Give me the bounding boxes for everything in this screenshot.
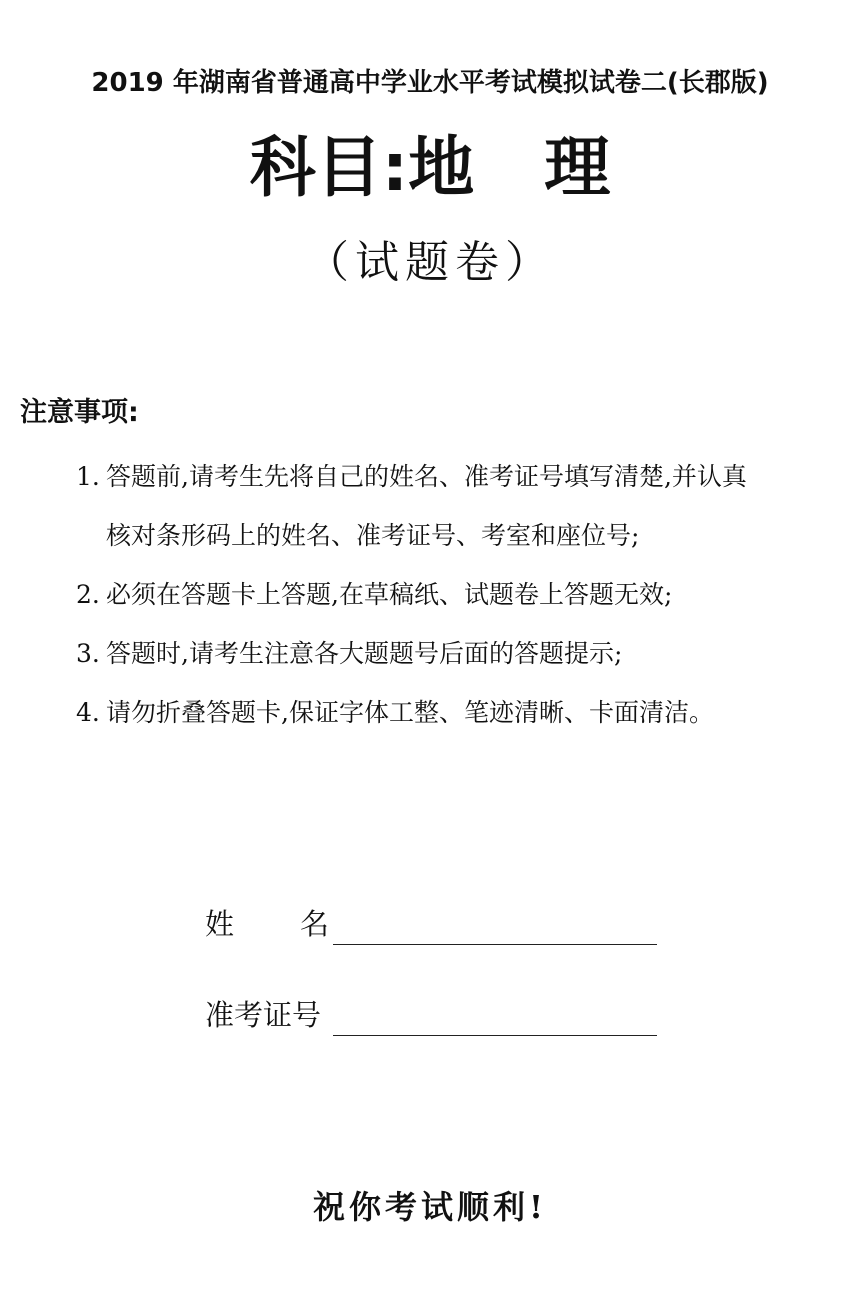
notice-list (76, 447, 846, 742)
notice-number: 1. (76, 462, 100, 491)
notice-heading: 注意事项: (20, 397, 139, 428)
notice-item (76, 683, 846, 742)
notice-text-line: 答题时,请考生注意各大题题号后面的答题提示; (106, 639, 623, 668)
name-field-label (205, 902, 329, 943)
paper-type-label: （试题卷） (305, 237, 555, 288)
name-label-char-2: 名 (300, 907, 330, 941)
good-luck-message: 祝你考试顺利! (312, 1188, 548, 1226)
notice-item (76, 447, 846, 565)
subject-title (0, 128, 860, 208)
exam-id-field-underline[interactable] (333, 1034, 657, 1036)
subject-title-suffix: 理 (544, 129, 611, 206)
name-field (205, 905, 665, 945)
notice-text-line: 必须在答题卡上答题,在草稿纸、试题卷上答题无效; (106, 580, 673, 609)
exam-id-field-label: 准考证号 (205, 998, 322, 1032)
exam-id-field (205, 996, 665, 1036)
name-field-underline[interactable] (333, 943, 657, 945)
exam-header-title: 2019 年湖南省普通高中学业水平考试模拟试卷二(长郡版) (91, 68, 769, 98)
notice-text-line: 核对条形码上的姓名、准考证号、考室和座位号; (106, 521, 640, 550)
notice-number: 3. (76, 639, 100, 668)
notice-item (76, 624, 846, 683)
notice-text-line: 请勿折叠答题卡,保证字体工整、笔迹清晰、卡面清洁。 (106, 698, 714, 727)
notice-number: 4. (76, 698, 100, 727)
subject-title-prefix: 科目:地 (249, 129, 475, 206)
notice-number: 2. (76, 580, 100, 609)
name-label-char-1: 姓 (205, 907, 235, 941)
notice-item (76, 565, 846, 624)
notice-text-line: 答题前,请考生先将自己的姓名、准考证号填写清楚,并认真 (106, 462, 747, 491)
